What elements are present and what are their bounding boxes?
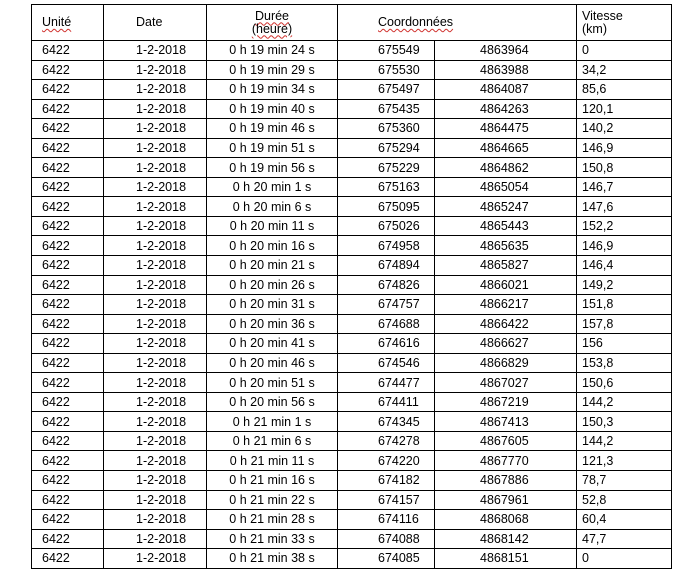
table-row [32,99,672,119]
cell-date: 1-2-2018 [104,334,207,354]
cell-vitesse: 52,8 [577,490,672,510]
cell-coord-y: 4868142 [435,529,577,549]
cell-duree: 0 h 20 min 56 s [207,392,338,412]
cell-coord-y: 4867413 [435,412,577,432]
cell-coord-x: 674826 [338,275,435,295]
cell-vitesse: 153,8 [577,353,672,373]
cell-vitesse: 146,9 [577,236,672,256]
cell-date: 1-2-2018 [104,138,207,158]
cell-unit: 6422 [32,510,104,530]
cell-coord-y: 4865443 [435,216,577,236]
table-row [32,41,672,61]
cell-date: 1-2-2018 [104,236,207,256]
table-row [32,158,672,178]
cell-duree: 0 h 20 min 41 s [207,334,338,354]
table-body [32,41,672,569]
cell-coord-x: 675026 [338,216,435,236]
cell-duree: 0 h 21 min 38 s [207,549,338,569]
cell-coord-x: 674088 [338,529,435,549]
cell-vitesse: 120,1 [577,99,672,119]
cell-vitesse: 85,6 [577,80,672,100]
cell-coord-y: 4865054 [435,177,577,197]
cell-vitesse: 149,2 [577,275,672,295]
cell-coord-y: 4866829 [435,353,577,373]
cell-duree: 0 h 20 min 6 s [207,197,338,217]
cell-unit: 6422 [32,334,104,354]
cell-coord-x: 675095 [338,197,435,217]
cell-duree: 0 h 19 min 24 s [207,41,338,61]
cell-unit: 6422 [32,158,104,178]
cell-vitesse: 146,4 [577,256,672,276]
cell-date: 1-2-2018 [104,373,207,393]
table-row [32,373,672,393]
table-row [32,451,672,471]
cell-unit: 6422 [32,549,104,569]
cell-vitesse: 78,7 [577,471,672,491]
table-row [32,295,672,315]
cell-unit: 6422 [32,256,104,276]
cell-vitesse: 147,6 [577,197,672,217]
cell-coord-x: 674894 [338,256,435,276]
cell-coord-y: 4864665 [435,138,577,158]
cell-unit: 6422 [32,236,104,256]
cell-date: 1-2-2018 [104,471,207,491]
cell-unit: 6422 [32,373,104,393]
table-row [32,490,672,510]
cell-vitesse: 150,8 [577,158,672,178]
cell-unit: 6422 [32,177,104,197]
cell-vitesse: 0 [577,41,672,61]
table-row [32,60,672,80]
table-row [32,549,672,569]
cell-coord-y: 4868151 [435,549,577,569]
cell-coord-x: 675163 [338,177,435,197]
cell-coord-y: 4864862 [435,158,577,178]
cell-coord-y: 4865635 [435,236,577,256]
cell-duree: 0 h 19 min 46 s [207,119,338,139]
table-row [32,197,672,217]
cell-date: 1-2-2018 [104,353,207,373]
cell-vitesse: 150,3 [577,412,672,432]
cell-date: 1-2-2018 [104,314,207,334]
table-row [32,236,672,256]
cell-unit: 6422 [32,353,104,373]
table-row [32,334,672,354]
cell-duree: 0 h 21 min 28 s [207,510,338,530]
cell-coord-x: 674757 [338,295,435,315]
cell-duree: 0 h 20 min 21 s [207,256,338,276]
table-row [32,80,672,100]
cell-coord-y: 4865247 [435,197,577,217]
cell-unit: 6422 [32,431,104,451]
cell-date: 1-2-2018 [104,197,207,217]
cell-date: 1-2-2018 [104,177,207,197]
cell-date: 1-2-2018 [104,392,207,412]
cell-coord-x: 675435 [338,99,435,119]
cell-coord-y: 4867886 [435,471,577,491]
cell-unit: 6422 [32,41,104,61]
header-vitesse: Vitesse (km) [577,5,672,41]
cell-coord-y: 4867770 [435,451,577,471]
cell-date: 1-2-2018 [104,529,207,549]
cell-coord-y: 4866217 [435,295,577,315]
cell-duree: 0 h 20 min 26 s [207,275,338,295]
cell-coord-x: 674085 [338,549,435,569]
cell-unit: 6422 [32,197,104,217]
cell-coord-x: 675229 [338,158,435,178]
cell-unit: 6422 [32,119,104,139]
cell-vitesse: 157,8 [577,314,672,334]
cell-date: 1-2-2018 [104,80,207,100]
cell-date: 1-2-2018 [104,216,207,236]
cell-vitesse: 121,3 [577,451,672,471]
cell-date: 1-2-2018 [104,158,207,178]
cell-coord-y: 4864263 [435,99,577,119]
cell-duree: 0 h 20 min 36 s [207,314,338,334]
cell-coord-x: 674411 [338,392,435,412]
table-header-row [32,5,672,41]
cell-coord-x: 674958 [338,236,435,256]
cell-coord-y: 4868068 [435,510,577,530]
cell-unit: 6422 [32,471,104,491]
cell-vitesse: 60,4 [577,510,672,530]
table-row [32,314,672,334]
cell-coord-y: 4867027 [435,373,577,393]
cell-date: 1-2-2018 [104,41,207,61]
cell-unit: 6422 [32,99,104,119]
cell-coord-y: 4866627 [435,334,577,354]
cell-duree: 0 h 20 min 46 s [207,353,338,373]
table-row [32,412,672,432]
cell-duree: 0 h 21 min 22 s [207,490,338,510]
cell-duree: 0 h 20 min 16 s [207,236,338,256]
table-row [32,256,672,276]
header-date: Date [104,5,207,41]
cell-coord-x: 674477 [338,373,435,393]
cell-date: 1-2-2018 [104,412,207,432]
header-coordonnees: Coordonnées [338,5,577,41]
cell-date: 1-2-2018 [104,490,207,510]
cell-duree: 0 h 21 min 16 s [207,471,338,491]
header-duree: Durée (heure) [207,5,338,41]
cell-coord-y: 4866422 [435,314,577,334]
cell-date: 1-2-2018 [104,256,207,276]
cell-duree: 0 h 19 min 40 s [207,99,338,119]
cell-date: 1-2-2018 [104,510,207,530]
cell-vitesse: 152,2 [577,216,672,236]
cell-vitesse: 47,7 [577,529,672,549]
data-table [31,4,672,569]
cell-duree: 0 h 21 min 6 s [207,431,338,451]
cell-vitesse: 0 [577,549,672,569]
cell-unit: 6422 [32,412,104,432]
cell-vitesse: 34,2 [577,60,672,80]
cell-unit: 6422 [32,216,104,236]
table-row [32,431,672,451]
cell-vitesse: 146,7 [577,177,672,197]
cell-coord-x: 674345 [338,412,435,432]
cell-coord-x: 674546 [338,353,435,373]
cell-coord-x: 675530 [338,60,435,80]
cell-coord-y: 4864475 [435,119,577,139]
cell-coord-x: 674116 [338,510,435,530]
cell-coord-x: 674220 [338,451,435,471]
cell-date: 1-2-2018 [104,295,207,315]
table-row [32,138,672,158]
cell-duree: 0 h 19 min 51 s [207,138,338,158]
table-row [32,510,672,530]
cell-vitesse: 144,2 [577,392,672,412]
cell-duree: 0 h 19 min 56 s [207,158,338,178]
header-unite: Unité [32,5,104,41]
cell-coord-y: 4863964 [435,41,577,61]
cell-date: 1-2-2018 [104,99,207,119]
cell-date: 1-2-2018 [104,549,207,569]
cell-coord-y: 4863988 [435,60,577,80]
cell-coord-y: 4867605 [435,431,577,451]
cell-vitesse: 140,2 [577,119,672,139]
table-row [32,177,672,197]
cell-date: 1-2-2018 [104,60,207,80]
cell-duree: 0 h 20 min 1 s [207,177,338,197]
cell-date: 1-2-2018 [104,451,207,471]
cell-unit: 6422 [32,451,104,471]
cell-unit: 6422 [32,295,104,315]
cell-unit: 6422 [32,529,104,549]
cell-coord-x: 675294 [338,138,435,158]
cell-duree: 0 h 20 min 31 s [207,295,338,315]
cell-coord-x: 675497 [338,80,435,100]
cell-unit: 6422 [32,392,104,412]
cell-duree: 0 h 20 min 11 s [207,216,338,236]
cell-coord-x: 674278 [338,431,435,451]
cell-coord-y: 4864087 [435,80,577,100]
cell-duree: 0 h 21 min 33 s [207,529,338,549]
cell-vitesse: 151,8 [577,295,672,315]
cell-unit: 6422 [32,80,104,100]
cell-coord-y: 4866021 [435,275,577,295]
cell-vitesse: 146,9 [577,138,672,158]
table-row [32,529,672,549]
cell-duree: 0 h 19 min 29 s [207,60,338,80]
cell-coord-x: 674688 [338,314,435,334]
cell-unit: 6422 [32,60,104,80]
cell-duree: 0 h 19 min 34 s [207,80,338,100]
cell-unit: 6422 [32,314,104,334]
cell-duree: 0 h 21 min 11 s [207,451,338,471]
table-row [32,119,672,139]
table-row [32,353,672,373]
cell-coord-y: 4865827 [435,256,577,276]
cell-coord-y: 4867219 [435,392,577,412]
cell-coord-x: 674182 [338,471,435,491]
cell-coord-y: 4867961 [435,490,577,510]
table-row [32,216,672,236]
cell-vitesse: 144,2 [577,431,672,451]
cell-date: 1-2-2018 [104,119,207,139]
cell-date: 1-2-2018 [104,275,207,295]
cell-unit: 6422 [32,275,104,295]
table-row [32,392,672,412]
table-row [32,275,672,295]
cell-unit: 6422 [32,490,104,510]
table-row [32,471,672,491]
cell-duree: 0 h 21 min 1 s [207,412,338,432]
cell-vitesse: 150,6 [577,373,672,393]
cell-duree: 0 h 20 min 51 s [207,373,338,393]
cell-coord-x: 675360 [338,119,435,139]
cell-coord-x: 675549 [338,41,435,61]
cell-coord-x: 674616 [338,334,435,354]
cell-unit: 6422 [32,138,104,158]
cell-date: 1-2-2018 [104,431,207,451]
cell-coord-x: 674157 [338,490,435,510]
cell-vitesse: 156 [577,334,672,354]
